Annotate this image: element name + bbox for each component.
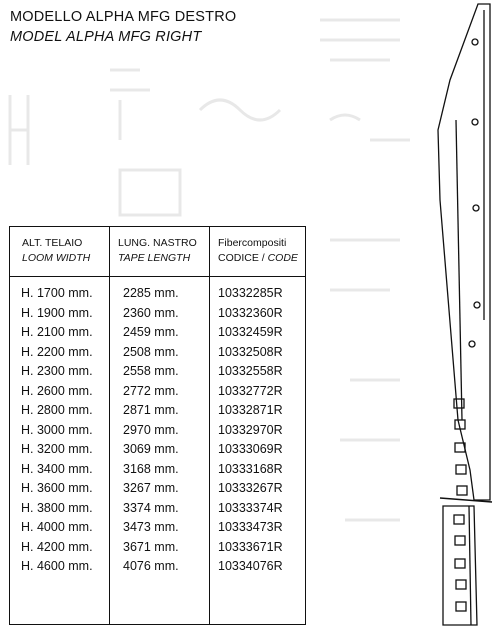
- code-cell: 10332772R: [218, 383, 283, 398]
- table-row: [10, 364, 305, 384]
- code-cell: 10333473R: [218, 520, 283, 534]
- loom-width-cell: H. 1900 mm.: [21, 305, 93, 320]
- table-row: [10, 501, 305, 521]
- header-label: ALT. TELAIO: [22, 237, 83, 249]
- tape-length-cell: 2508 mm.: [123, 344, 179, 359]
- loom-width-cell: H. 2200 mm.: [21, 344, 93, 359]
- table-row: [10, 481, 305, 501]
- loom-width-cell: H. 2100 mm.: [21, 325, 93, 339]
- loom-width-cell: H. 4600 mm.: [21, 559, 93, 573]
- tape-length-cell: 2772 mm.: [123, 383, 179, 398]
- header-label: LUNG. NASTRO: [118, 237, 197, 249]
- table-body: [10, 286, 305, 579]
- code-cell: 10332871R: [218, 403, 283, 417]
- header-loom-width: [22, 236, 90, 266]
- code-cell: 10333671R: [218, 539, 283, 554]
- tape-length-cell: 2285 mm.: [123, 286, 179, 300]
- loom-width-cell: H. 3400 mm.: [21, 461, 93, 476]
- code-cell: 10334076R: [218, 559, 283, 573]
- code-cell: 10333267R: [218, 481, 283, 495]
- code-cell: 10332970R: [218, 422, 283, 437]
- loom-width-cell: H. 1700 mm.: [21, 286, 93, 300]
- tape-length-cell: 3069 mm.: [123, 442, 179, 456]
- code-cell: 10332360R: [218, 305, 283, 320]
- tape-drawing: [420, 0, 503, 631]
- loom-width-cell: H. 4200 mm.: [21, 539, 93, 554]
- code-cell: 10333168R: [218, 461, 283, 476]
- table-row: [10, 462, 305, 482]
- code-cell: 10332459R: [218, 325, 283, 339]
- tape-length-cell: 4076 mm.: [123, 559, 179, 573]
- table-row: [10, 540, 305, 560]
- loom-width-cell: H. 3600 mm.: [21, 481, 93, 495]
- tape-length-cell: 2871 mm.: [123, 403, 179, 417]
- header-label-english: LOOM WIDTH: [22, 252, 91, 264]
- model-title-english: MODEL ALPHA MFG RIGHT: [10, 29, 202, 45]
- loom-width-cell: H. 2600 mm.: [21, 383, 93, 398]
- loom-width-cell: H. 2800 mm.: [21, 403, 93, 417]
- tape-length-cell: 2970 mm.: [123, 422, 179, 437]
- code-cell: 10333069R: [218, 442, 283, 456]
- loom-width-cell: H. 3000 mm.: [21, 422, 93, 437]
- tape-length-cell: 3267 mm.: [123, 481, 179, 495]
- tape-length-cell: 3374 mm.: [123, 500, 179, 515]
- table-row: [10, 442, 305, 462]
- code-cell: 10332285R: [218, 286, 283, 300]
- table-row: [10, 559, 305, 579]
- table-row: [10, 384, 305, 404]
- table-row: [10, 325, 305, 345]
- table-row: [10, 520, 305, 540]
- loom-width-cell: H. 2300 mm.: [21, 364, 93, 378]
- header-code: [218, 236, 298, 266]
- code-cell: 10333374R: [218, 500, 283, 515]
- header-tape-length: [118, 236, 197, 266]
- header-label: Fibercompositi: [218, 237, 287, 249]
- header-label-english: TAPE LENGTH: [118, 252, 191, 264]
- table-row: [10, 403, 305, 423]
- loom-width-cell: H. 3200 mm.: [21, 442, 93, 456]
- header-label-english: CODE: [267, 252, 298, 264]
- tape-length-cell: 2558 mm.: [123, 364, 179, 378]
- tape-length-cell: 3671 mm.: [123, 539, 179, 554]
- table-row: [10, 306, 305, 326]
- table-row: [10, 345, 305, 365]
- tape-length-cell: 2459 mm.: [123, 325, 179, 339]
- table-row: [10, 423, 305, 443]
- loom-width-cell: H. 3800 mm.: [21, 500, 93, 515]
- tape-length-cell: 2360 mm.: [123, 305, 179, 320]
- specification-table: [9, 226, 306, 625]
- code-cell: 10332508R: [218, 344, 283, 359]
- header-divider: [10, 276, 305, 277]
- loom-width-cell: H. 4000 mm.: [21, 520, 93, 534]
- tape-length-cell: 3473 mm.: [123, 520, 179, 534]
- tape-length-cell: 3168 mm.: [123, 461, 179, 476]
- table-row: [10, 286, 305, 306]
- header-label: CODICE /: [218, 252, 268, 264]
- model-title-italian: MODELLO ALPHA MFG DESTRO: [10, 9, 237, 25]
- code-cell: 10332558R: [218, 364, 283, 378]
